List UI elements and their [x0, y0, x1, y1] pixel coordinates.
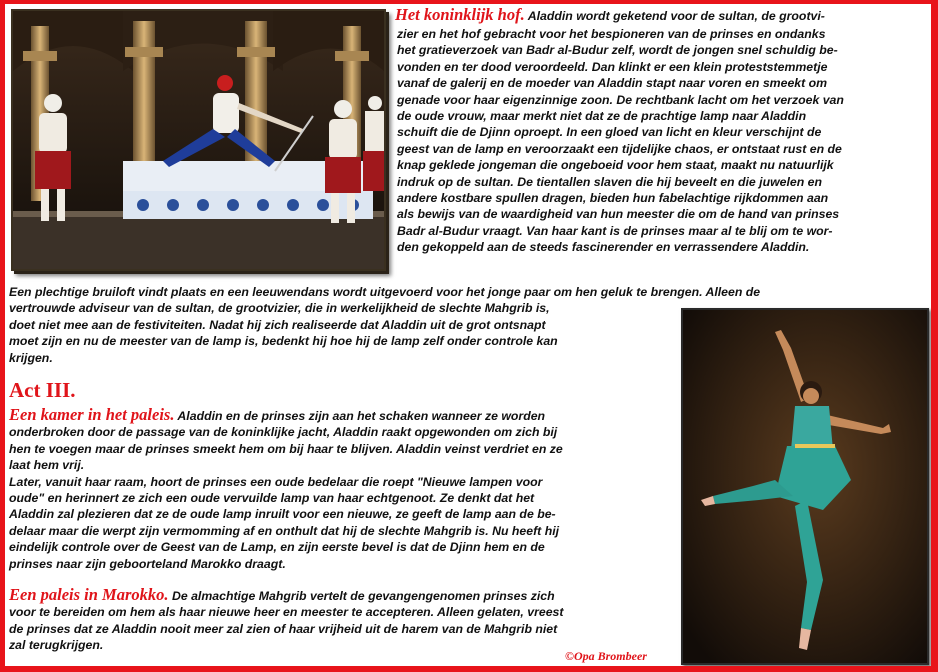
- body-line: Later, vanuit haar raam, hoort de prinses een oude bedelaar die roept "Nieuwe lampen voor: [9, 474, 543, 489]
- body-line: de prinses dat ze Aladdin nooit meer zal zien of haar vrijheid uit de harem van de Mahgrib niet: [9, 621, 558, 636]
- heading-morocco-palace: Een paleis in Marokko.: [9, 585, 169, 604]
- body-line: schuift die de Djinn oproept. In een gloed van licht en kleur verschijnt de: [397, 125, 822, 140]
- body-line: De almachtige Mahgrib vertelt de gevangengenomen prinses zich: [168, 589, 555, 603]
- section-morocco-palace: [9, 587, 679, 654]
- heading-palace-room: Een kamer in het paleis.: [9, 405, 175, 424]
- body-line: vonden en ter dood veroordeeld. Dan klinkt er een klein proteststemmetje: [397, 59, 828, 74]
- section-palace-room-line-1: [9, 407, 679, 424]
- body-line: als bewijs van de waardigheid van hun meester die om de hand van prinses: [397, 207, 840, 222]
- heading-royal-court: Het koninklijk hof.: [395, 5, 525, 24]
- body-line: andere kostbare spullen dragen, bieden hun fabelachtige rijkdommen aan: [397, 191, 829, 206]
- body-line: knap geklede jongeman die ongeboeid voor hem staat, maakt nu natuurlijk: [397, 158, 834, 173]
- body-line: onderbroken door de passage van de koninklijke jacht, Aladdin raakt opgewonden om zich bij: [9, 425, 558, 440]
- body-line: vanaf de galerij en de moeder van Aladdin stapt naar voren en smeekt om: [397, 76, 828, 91]
- stage-scene-illustration: [13, 11, 384, 269]
- dancer-photo: [681, 308, 929, 665]
- body-line: moet zijn en nu de meester van de lamp is, bedenkt hij hoe hij de lamp zelf onder controle kan: [9, 334, 558, 349]
- section-palace-room: [9, 407, 679, 572]
- dancer-illustration: [683, 310, 927, 663]
- section-royal-court-body: [397, 26, 931, 256]
- ballet-stage-scene-photo: [11, 9, 386, 271]
- body-line: zier en het hof gebracht voor het bespioneren van de prinses en ondanks: [397, 27, 826, 41]
- body-line: indruk op de sultan. De tientallen slaven die hij beveelt en die juwelen en: [397, 174, 823, 189]
- body-line: Aladdin en de prinses zijn aan het schaken wanneer ze worden: [174, 409, 546, 423]
- section-royal-court-line-1: [395, 7, 931, 25]
- body-line: delaar maar die werpt zijn vermomming af en onthult dat hij de slechte Mahgrib is. Nu heeft hij: [9, 523, 560, 538]
- body-line: Aladdin wordt geketend voor de sultan, de grootvi-: [524, 9, 825, 23]
- copyright-credit: ©Opa Brombeer: [565, 649, 647, 663]
- body-line: den gekoppeld aan de steeds fascinerender en verrassendere Aladdin.: [397, 240, 810, 255]
- body-line: voor te bereiden om hem als haar nieuwe heer en meester te accepteren. Alleen gelaten, vreest: [9, 605, 564, 620]
- body-line: hen te voegen maar de prinses smeekt hem om bij haar te blijven. Aladdin veinst verdriet en ze: [9, 441, 563, 456]
- body-line: krijgen.: [9, 350, 53, 365]
- body-line: geest van de lamp en veroorzaakt een tijdelijke chaos, er ontstaat rust en de: [397, 141, 842, 156]
- body-line: prinses naar zijn geboorteland Marokko draagt.: [9, 556, 286, 571]
- body-line: zal terugkrijgen.: [9, 638, 104, 653]
- body-line: vertrouwde adviseur van de sultan, de grootvizier, die in werkelijkheid de slechte Mahgrib is,: [9, 301, 550, 316]
- body-line: de oude vrouw, maar merkt niet dat ze de prachtige lamp naar Aladdin: [397, 109, 807, 124]
- body-line: genade voor haar eigenzinnige zoon. De rechtbank lacht om het verzoek van: [397, 92, 844, 107]
- body-line: eindelijk controle over de Geest van de Lamp, en zijn eerste bevel is dat de Djinn hem en de: [9, 540, 545, 555]
- body-line: doet niet mee aan de festiviteiten. Nadat hij zich realiseerde dat Aladdin uit de grot ontsnapt: [9, 317, 546, 332]
- act-title: Act III.: [9, 378, 76, 402]
- body-line: Badr al-Budur vraagt. Van haar kant is de prinses maar al te blij om te wor-: [397, 223, 833, 238]
- page-frame: [5, 4, 931, 666]
- body-line: laat hem vrij.: [9, 458, 85, 473]
- section-royal-court: [395, 7, 931, 25]
- body-line: Aladdin zal plezieren dat ze de oude lamp inruilt voor een nieuwe, ze geeft de lamp aan de be-: [9, 507, 556, 522]
- body-line: Een plechtige bruiloft vindt plaats en een leeuwendans wordt uitgevoerd voor het jonge paar om hen geluk te brengen. Alleen de: [9, 285, 761, 299]
- body-line: oude" en herinnert ze zich een oude vervuilde lamp van haar echtgenoot. Ze denkt dat het: [9, 491, 535, 506]
- body-line: het gratieverzoek van Badr al-Budur zelf, wordt de jongen snel schuldig be-: [397, 43, 838, 58]
- section-morocco-line-1: [9, 587, 679, 604]
